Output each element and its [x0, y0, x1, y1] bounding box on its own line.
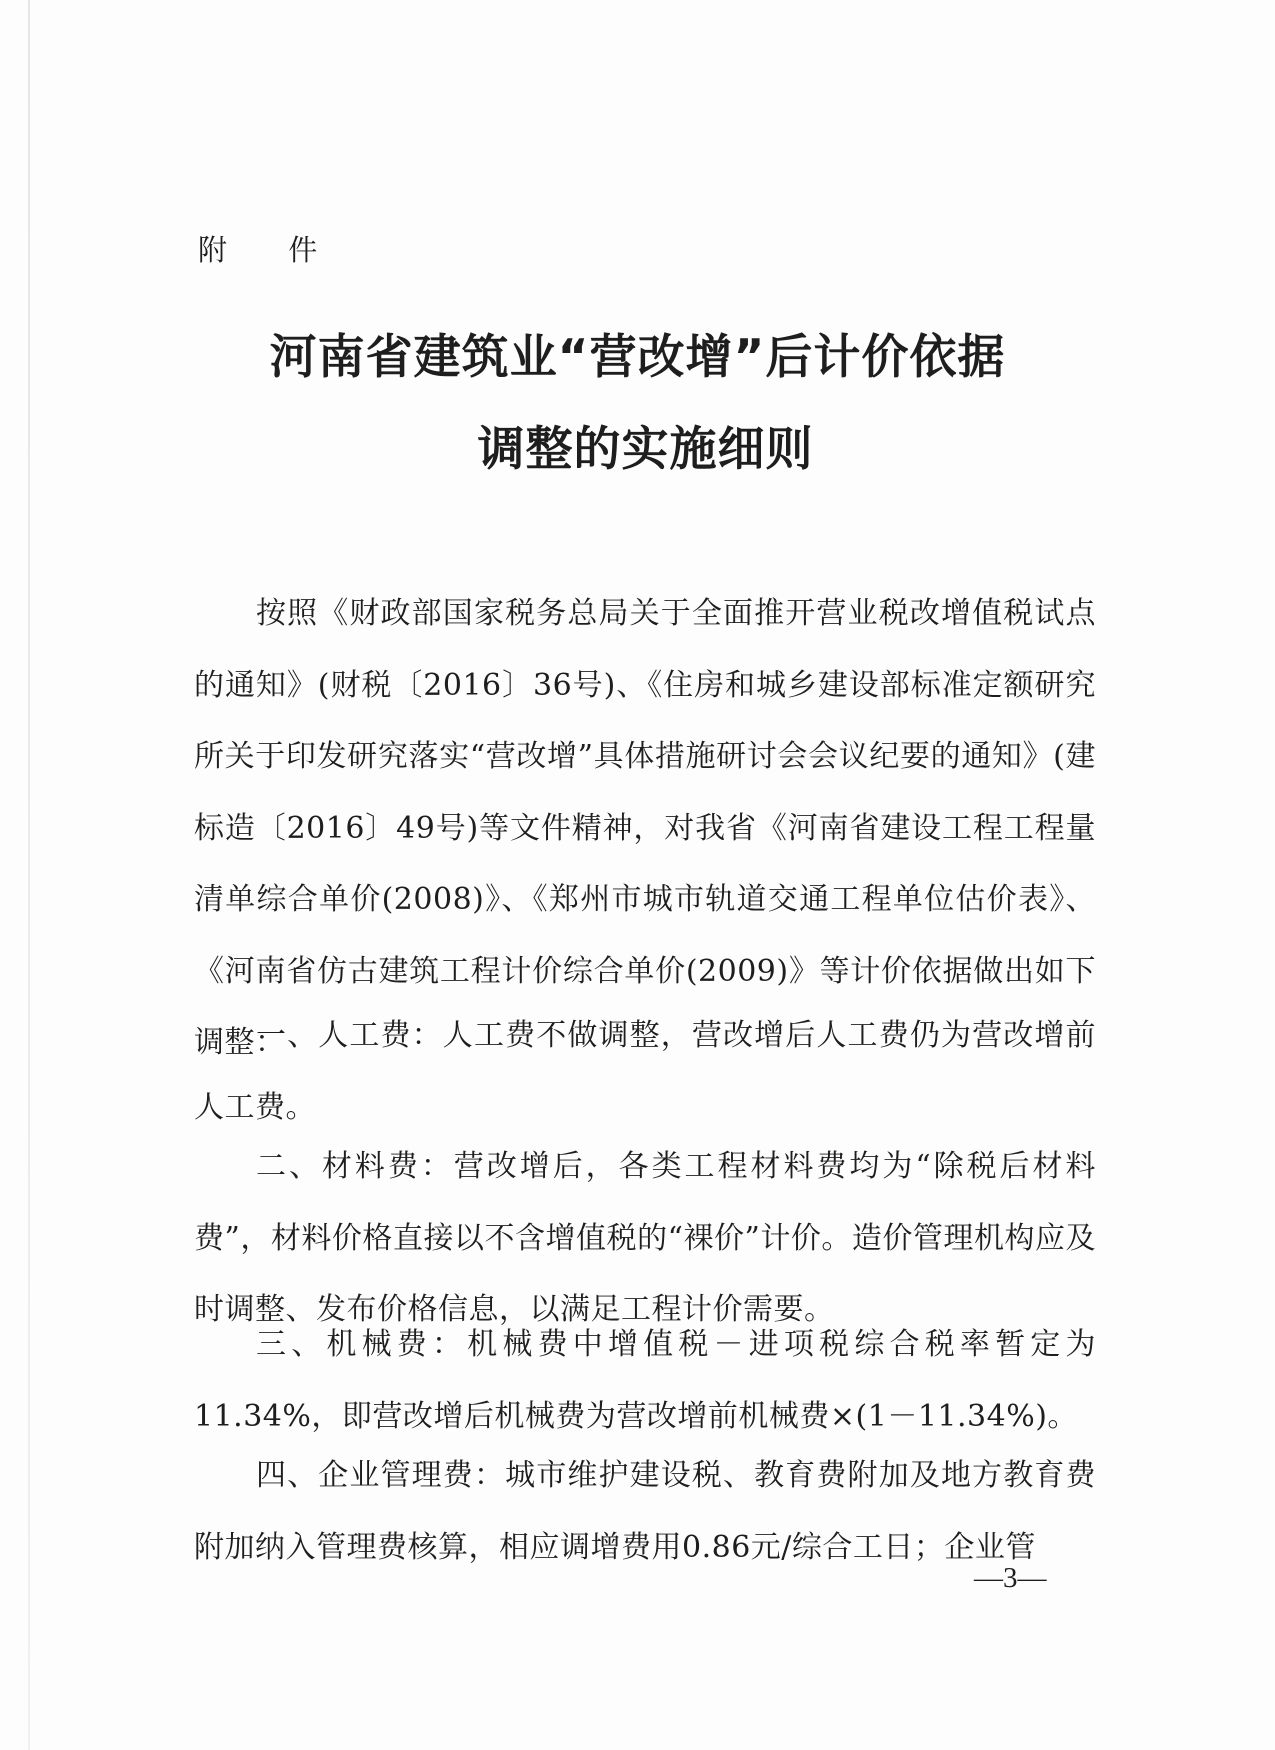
paragraph-material-cost: 二、材料费：营改增后，各类工程材料费均为“除税后材料费”，材料价格直接以不含增值税的“裸价”计价。造价管理机构应及时调整、发布价格信息，以满足工程计价需要。: [194, 1149, 1096, 1327]
scan-edge: [28, 0, 30, 1750]
attachment-label: 附 件: [198, 233, 344, 267]
paragraph-labor-cost: 一、人工费：人工费不做调整，营改增后人工费仍为营改增前人工费。: [194, 1018, 1096, 1125]
paragraph-machinery-cost: 三、机械费：机械费中增值税－进项税综合税率暂定为11.34%，即营改增后机械费为营改增前机械费×(1－11.34%)。: [194, 1327, 1096, 1434]
page-number: —3—: [974, 1562, 1047, 1594]
paragraph-management-fee: 四、企业管理费：城市维护建设税、教育费附加及地方教育费附加纳入管理费核算，相应调增费用0.86元/综合工日；企业管: [194, 1458, 1096, 1565]
paragraph-preamble: 按照《财政部国家税务总局关于全面推开营业税改增值税试点的通知》(财税〔2016〕36号)、《住房和城乡建设部标准定额研究所关于印发研究落实“营改增”具体措施研讨会会议纪要的通知》(建标造〔2016〕49号)等文件精神，对我省《河南省建设工程工程量清单综合单价(2008)》、《郑州市城市轨道交通工程单位估价表》、《河南省仿古建筑工程计价综合单价(2009)》等计价依据做出如下调整：: [194, 596, 1096, 1060]
document-title-line-2: 调整的实施细则: [477, 422, 814, 477]
document-title-line-1: 河南省建筑业“营改增”后计价依据: [269, 330, 1006, 385]
